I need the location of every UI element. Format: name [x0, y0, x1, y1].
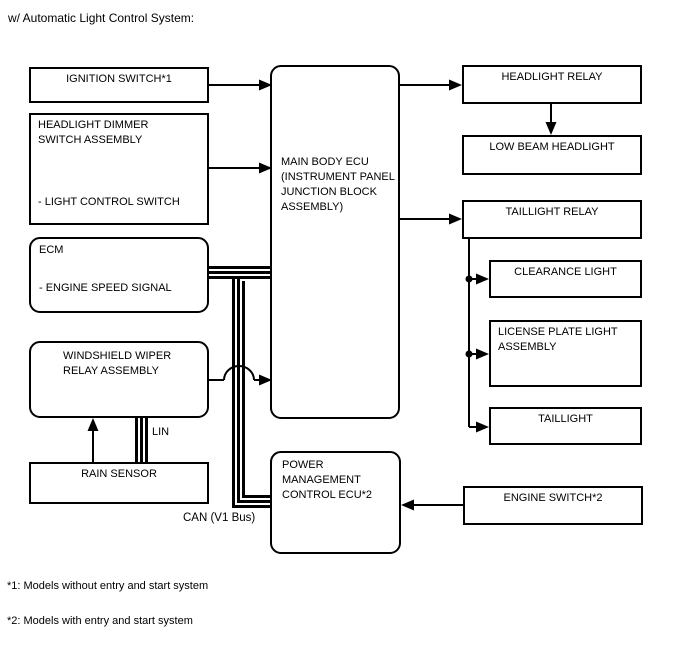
- block-label: TAILLIGHT: [538, 413, 593, 425]
- block-sub-label: - LIGHT CONTROL SWITCH: [38, 196, 180, 208]
- footnote-2: *2: Models with entry and start system: [7, 615, 193, 627]
- arrow-wiper-relay-to-main-ecu: [208, 366, 272, 386]
- block-taillight: [489, 407, 642, 445]
- block-windshield-wiper-relay: [29, 341, 209, 418]
- arrow-trunk-to-license-plate-light: [469, 349, 489, 360]
- lin-bus-wiper-to-rain-sensor: [137, 417, 147, 462]
- block-ecm: [29, 237, 209, 313]
- arrow-engine-switch-to-power-ecu: [401, 500, 463, 511]
- taillight-relay-branch-trunk: [466, 239, 473, 427]
- junction-dot: [466, 276, 473, 283]
- can-bus-ecm-to-main-ecu: [208, 268, 271, 278]
- block-label: POWER MANAGEMENT CONTROL ECU*2: [282, 459, 373, 501]
- arrow-rain-sensor-to-wiper-relay: [88, 418, 99, 462]
- arrow-ignition-to-main-ecu: [208, 80, 272, 91]
- block-label: WINDSHIELD WIPER RELAY ASSEMBLY: [63, 350, 172, 377]
- page-title: w/ Automatic Light Control System:: [8, 11, 195, 25]
- block-headlight-dimmer-switch: [29, 113, 209, 225]
- block-headlight-relay: [462, 65, 642, 104]
- block-label: RAIN SENSOR: [81, 468, 157, 480]
- block-sub-label: - ENGINE SPEED SIGNAL: [39, 282, 172, 294]
- wire-hop-arc: [224, 366, 254, 380]
- block-label: MAIN BODY ECU (INSTRUMENT PANEL JUNCTION BLOCK ASSEMBLY): [281, 156, 395, 213]
- block-taillight-relay: [462, 200, 642, 239]
- block-label: CLEARANCE LIGHT: [514, 266, 617, 278]
- block-label: LOW BEAM HEADLIGHT: [489, 141, 615, 153]
- block-engine-switch: [463, 486, 643, 525]
- block-license-plate-light: [489, 320, 642, 387]
- block-ignition-switch: [29, 67, 209, 103]
- arrow-main-ecu-to-headlight-relay: [400, 80, 462, 91]
- block-label: HEADLIGHT RELAY: [501, 71, 603, 83]
- block-clearance-light: [489, 260, 642, 298]
- block-main-body-ecu: [270, 65, 400, 419]
- block-label: ENGINE SWITCH*2: [503, 492, 603, 504]
- block-label: HEADLIGHT DIMMER SWITCH ASSEMBLY: [38, 119, 149, 146]
- block-low-beam-headlight: [462, 135, 642, 175]
- can-bus-label: CAN (V1 Bus): [183, 512, 256, 524]
- block-label: ECM: [39, 244, 64, 256]
- block-label: LICENSE PLATE LIGHT ASSEMBLY: [498, 326, 618, 353]
- block-rain-sensor: [29, 462, 209, 504]
- block-power-management-ecu: [270, 451, 401, 554]
- arrow-trunk-to-taillight: [469, 422, 489, 433]
- arrow-main-ecu-to-taillight-relay: [400, 214, 462, 225]
- block-label: IGNITION SWITCH*1: [66, 73, 172, 85]
- arrow-trunk-to-clearance-light: [469, 274, 489, 285]
- junction-dot: [466, 351, 473, 358]
- arrow-dimmer-to-main-ecu: [208, 163, 272, 174]
- lin-bus-label: LIN: [152, 426, 170, 438]
- block-label: TAILLIGHT RELAY: [505, 206, 599, 218]
- footnote-1: *1: Models without entry and start system: [7, 580, 209, 592]
- arrow-headlight-relay-to-low-beam: [546, 104, 557, 135]
- can-bus-to-power-ecu: [234, 277, 272, 507]
